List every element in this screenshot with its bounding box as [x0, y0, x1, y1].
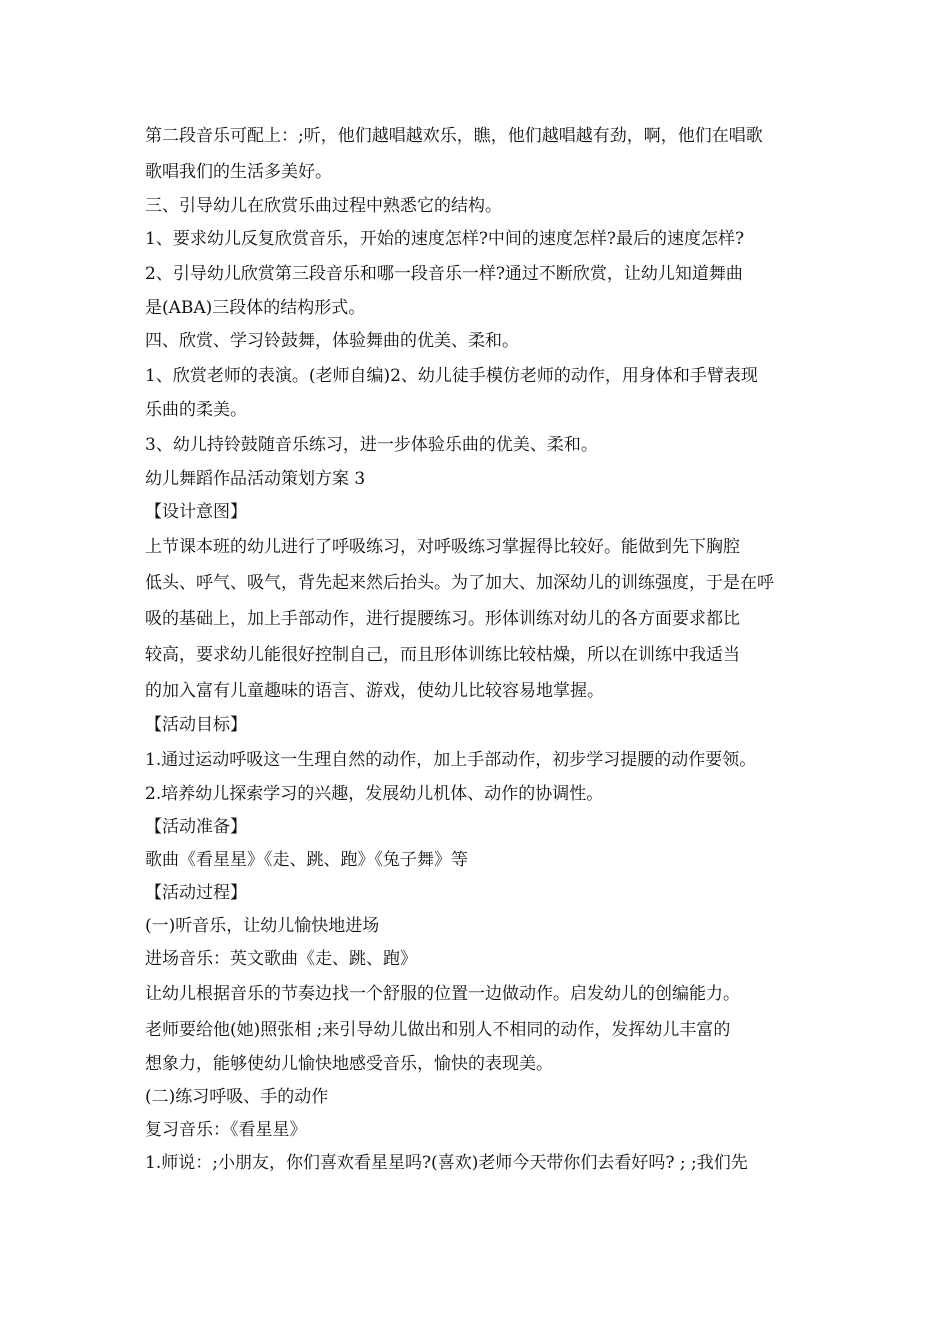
text-line: 想象力，能够使幼儿愉快地感受音乐，愉快的表现美。 — [145, 1054, 553, 1074]
text-line: 进场音乐：英文歌曲《走、跳、跑》 — [145, 949, 417, 969]
text-line: 3、幼儿持铃鼓随音乐练习，进一步体验乐曲的优美、柔和。 — [145, 435, 598, 455]
text-line: 让幼儿根据音乐的节奏边找一个舒服的位置一边做动作。启发幼儿的创编能力。 — [145, 984, 740, 1004]
text-line: 1、要求幼儿反复欣赏音乐，开始的速度怎样?中间的速度怎样?最后的速度怎样? — [145, 229, 745, 249]
text-line: 1、欣赏老师的表演。(老师自编)2、幼儿徒手模仿老师的动作，用身体和手臂表现 — [145, 366, 758, 386]
text-line: 歌曲《看星星》《走、跳、跑》《兔子舞》等 — [145, 850, 468, 870]
bracket-heading: 【活动准备】 — [145, 817, 247, 837]
section-heading: 三、引导幼儿在欣赏乐曲过程中熟悉它的结构。 — [145, 196, 502, 216]
text-line: 老师要给他(她)照张相 ;来引导幼儿做出和别人不相同的动作，发挥幼儿丰富的 — [145, 1020, 731, 1040]
bracket-heading: 【活动过程】 — [145, 883, 247, 903]
text-line: 复习音乐：《看星星》 — [145, 1120, 307, 1140]
section-heading: 四、欣赏、学习铃鼓舞，体验舞曲的优美、柔和。 — [145, 331, 519, 351]
text-line: 吸的基础上，加上手部动作，进行提腰练习。形体训练对幼儿的各方面要求都比 — [145, 609, 740, 629]
bracket-heading: 【设计意图】 — [145, 502, 247, 522]
subsection-heading: (一)听音乐，让幼儿愉快地进场 — [145, 916, 380, 936]
bracket-heading: 【活动目标】 — [145, 715, 247, 735]
text-line: 第二段音乐可配上：;听，他们越唱越欢乐，瞧，他们越唱越有劲，啊，他们在唱歌 — [145, 126, 763, 146]
document-page — [145, 118, 810, 1180]
text-line: 2.培养幼儿探索学习的兴趣，发展幼儿机体、动作的协调性。 — [145, 784, 604, 804]
document-title: 幼儿舞蹈作品活动策划方案 3 — [145, 469, 366, 489]
text-line: 2、引导幼儿欣赏第三段音乐和哪一段音乐一样?通过不断欣赏，让幼儿知道舞曲 — [145, 264, 743, 284]
text-line: 乐曲的柔美。 — [145, 400, 247, 420]
subsection-heading: (二)练习呼吸、手的动作 — [145, 1087, 329, 1107]
text-line: 1.通过运动呼吸这一生理自然的动作，加上手部动作，初步学习提腰的动作要领。 — [145, 750, 757, 770]
text-line: 低头、呼气、吸气，背先起来然后抬头。为了加大、加深幼儿的训练强度，于是在呼 — [145, 573, 774, 593]
text-line: 1.师说：;小朋友，你们喜欢看星星吗?(喜欢)老师今天带你们去看好吗? ; ;我们先 — [145, 1153, 748, 1173]
text-line: 歌唱我们的生活多美好。 — [145, 162, 332, 182]
text-line: 的加入富有儿童趣味的语言、游戏，使幼儿比较容易地掌握。 — [145, 681, 604, 701]
text-line: 是(ABA)三段体的结构形式。 — [145, 298, 366, 318]
text-line: 较高，要求幼儿能很好控制自己，而且形体训练比较枯燥，所以在训练中我适当 — [145, 645, 740, 665]
text-line: 上节课本班的幼儿进行了呼吸练习，对呼吸练习掌握得比较好。能做到先下胸腔 — [145, 537, 740, 557]
